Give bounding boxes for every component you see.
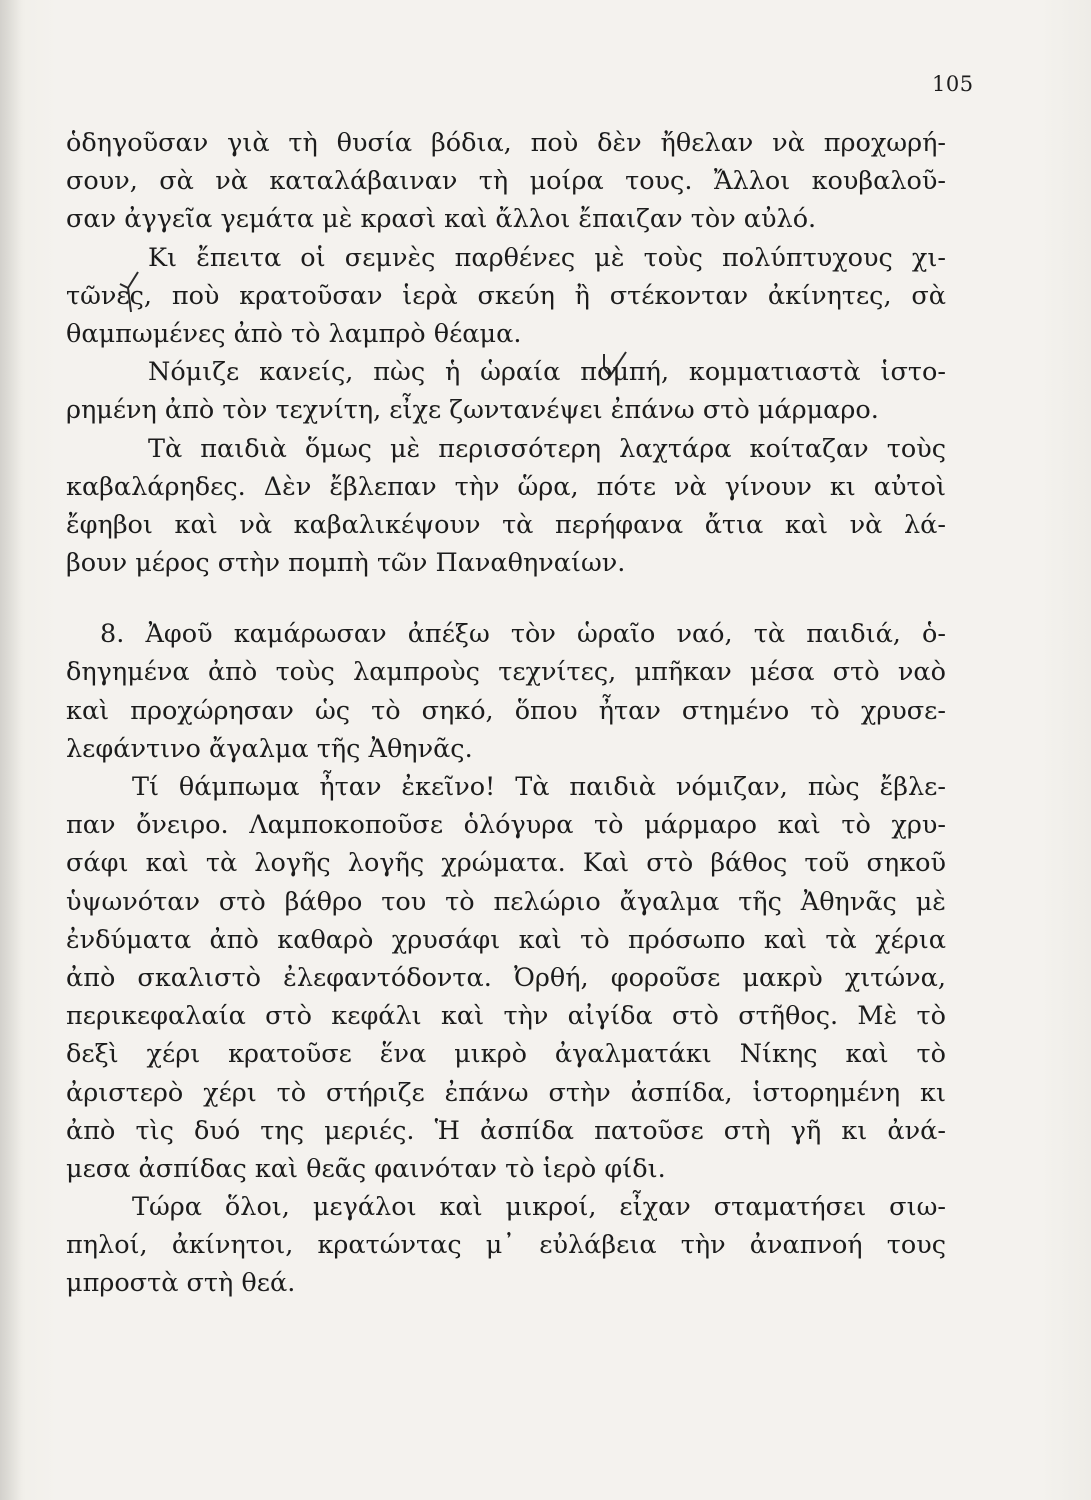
paragraph xyxy=(66,430,946,583)
paragraph xyxy=(66,768,946,1188)
text-line: σουν, σὰ νὰ καταλάβαιναν τὴ μοίρα τους. Ἄλλοι κουβαλοῦ- xyxy=(66,166,946,197)
section-gap xyxy=(66,582,946,615)
page-number: 105 xyxy=(932,72,974,96)
text-line: ἀπὸ τὶς δυό της μεριές. Ἡ ἀσπίδα πατοῦσε στὴ γῆ κι ἀνά- xyxy=(66,1115,946,1146)
text-line: μεσα ἀσπίδας καὶ θεᾶς φαινόταν τὸ ἱερὸ φίδι. xyxy=(66,1153,666,1184)
text-line: ὑψωνόταν στὸ βάθρο του τὸ πελώριο ἄγαλμα τῆς Ἀθηνᾶς μὲ xyxy=(66,886,946,917)
text-line: σαν ἀγγεῖα γεμάτα μὲ κρασὶ καὶ ἄλλοι ἔπαιζαν τὸν αὐλό. xyxy=(66,204,817,235)
text-line: τῶνες, ποὺ κρατοῦσαν ἱερὰ σκεύη ἢ στέκονταν ἀκίνητες, σὰ xyxy=(66,280,946,311)
text-line: περικεφαλαία στὸ κεφάλι καὶ τὴν αἰγίδα στὸ στῆθος. Μὲ τὸ xyxy=(66,1001,946,1032)
text-line: δηγημένα ἀπὸ τοὺς λαμπροὺς τεχνίτες, μπῆκαν μέσα στὸ ναὸ xyxy=(66,657,946,688)
text-line: ἀπὸ σκαλιστὸ ἐλεφαντόδοντα. Ὀρθή, φοροῦσε μακρὺ χιτώνα, xyxy=(66,962,946,993)
paragraph xyxy=(66,124,946,239)
paragraph xyxy=(66,615,946,768)
text-line: Κι ἔπειτα οἱ σεμνὲς παρθένες μὲ τοὺς πολύπτυχους χι- xyxy=(148,242,946,273)
paragraph xyxy=(66,239,946,354)
paragraph xyxy=(66,1188,946,1303)
text-line: Τὰ παιδιὰ ὅμως μὲ περισσότερη λαχτάρα κοίταζαν τοὺς xyxy=(148,433,946,464)
paragraph xyxy=(66,353,946,429)
text-line: βουν μέρος στὴν πομπὴ τῶν Παναθηναίων. xyxy=(66,548,626,579)
text-body xyxy=(66,124,946,1303)
text-line: παν ὄνειρο. Λαμποκοποῦσε ὁλόγυρα τὸ μάρμαρο καὶ τὸ χρυ- xyxy=(66,810,946,841)
text-line: μπροστὰ στὴ θεά. xyxy=(66,1268,296,1299)
text-line: 8. Ἀφοῦ καμάρωσαν ἀπέξω τὸν ὡραῖο ναό, τὰ παιδιά, ὁ- xyxy=(100,619,946,650)
text-line: ἐνδύματα ἀπὸ καθαρὸ χρυσάφι καὶ τὸ πρόσωπο καὶ τὰ χέρια xyxy=(66,924,946,955)
text-line: ἔφηβοι καὶ νὰ καβαλικέψουν τὰ περήφανα ἄτια καὶ νὰ λά- xyxy=(66,509,946,540)
text-line: ὁδηγοῦσαν γιὰ τὴ θυσία βόδια, ποὺ δὲν ἤθελαν νὰ προχωρή- xyxy=(66,128,946,158)
text-line: Νόμιζε κανείς, πὼς ἡ ὡραία πομπή, κομματιαστὰ ἱστο- xyxy=(148,357,946,388)
text-line: Τώρα ὅλοι, μεγάλοι καὶ μικροί, εἶχαν σταματήσει σιω- xyxy=(132,1192,946,1223)
text-line: καβαλάρηδες. Δὲν ἔβλεπαν τὴν ὥρα, πότε νὰ γίνουν κι αὐτοὶ xyxy=(66,471,946,502)
text-line: ρημένη ἀπὸ τὸν τεχνίτη, εἶχε ζωντανέψει ἐπάνω στὸ μάρμαρο. xyxy=(66,395,879,426)
page-gutter-shadow xyxy=(0,0,22,1500)
text-line: θαμπωμένες ἀπὸ τὸ λαμπρὸ θέαμα. xyxy=(66,318,522,349)
text-line: Τί θάμπωμα ἦταν ἐκεῖνο! Τὰ παιδιὰ νόμιζαν, πὼς ἔβλε- xyxy=(132,772,946,802)
text-line: λεφάντινο ἄγαλμα τῆς Ἀθηνᾶς. xyxy=(66,733,473,764)
text-line: ἀριστερὸ χέρι τὸ στήριζε ἐπάνω στὴν ἀσπίδα, ἱστορημένη κι xyxy=(66,1077,946,1108)
text-line: σάφι καὶ τὰ λογῆς λογῆς χρώματα. Καὶ στὸ βάθος τοῦ σηκοῦ xyxy=(66,848,946,879)
text-line: δεξὶ χέρι κρατοῦσε ἕνα μικρὸ ἀγαλματάκι Νίκης καὶ τὸ xyxy=(66,1039,946,1070)
text-line: καὶ προχώρησαν ὡς τὸ σηκό, ὅπου ἦταν στημένο τὸ χρυσε- xyxy=(66,695,946,726)
text-line: πηλοί, ἀκίνητοι, κρατώντας μ᾿ εὐλάβεια τὴν ἀναπνοή τους xyxy=(66,1230,946,1261)
